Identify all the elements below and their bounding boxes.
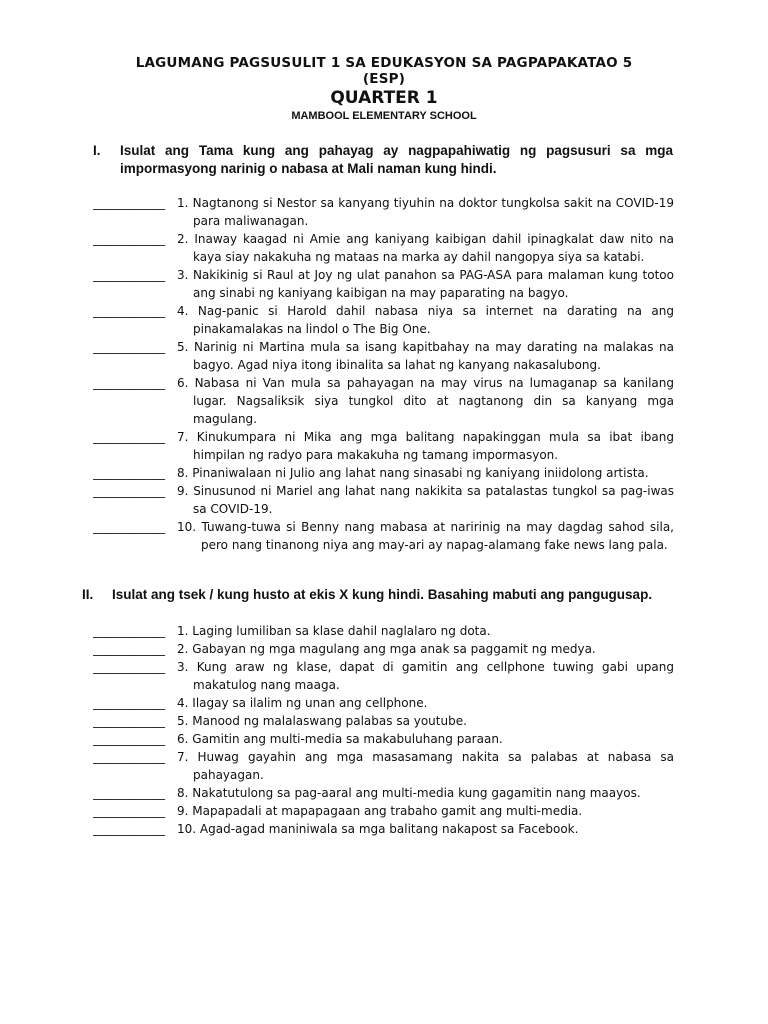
question-statement: Agad-agad maniniwala sa mga balitang nakapost sa Facebook. bbox=[199, 822, 579, 836]
section-1-heading bbox=[93, 142, 673, 178]
question-item bbox=[93, 428, 674, 464]
question-statement: Nakatutulong sa pag-aaral ang multi-media kung gagamitin nang maayos. bbox=[192, 786, 641, 800]
question-number: 4. bbox=[177, 696, 189, 710]
question-item bbox=[93, 658, 674, 694]
question-item bbox=[93, 730, 674, 748]
question-number: 2. bbox=[177, 232, 189, 246]
question-statement: Kinukumpara ni Mika ang mga balitang napakinggan mula sa ibat ibang himpilan ng radyo para makakuha ng tamang impormasyon. bbox=[193, 430, 674, 462]
question-number: 5. bbox=[177, 714, 189, 728]
section-1-items bbox=[93, 194, 674, 554]
question-number: 6. bbox=[177, 376, 189, 390]
section-2-instruction: Isulat ang tsek / kung husto at ekis X kung hindi. Basahing mabuti ang pangugusap. bbox=[112, 587, 653, 602]
question-statement: Narinig ni Martina mula sa isang kapitbahay na may darating na malakas na bagyo. Agad niya itong ibinalita sa lahat ng kanyang nakasalubong. bbox=[193, 340, 674, 372]
question-item bbox=[93, 464, 674, 482]
quarter-heading: QUARTER 1 bbox=[330, 88, 438, 108]
page-title bbox=[60, 55, 708, 87]
question-text bbox=[177, 482, 674, 518]
answer-blank[interactable]: ____________ bbox=[93, 696, 165, 710]
question-statement: Gabayan ng mga magulang ang mga anak sa paggamit ng medya. bbox=[192, 642, 596, 656]
question-statement: Sinusunod ni Mariel ang lahat nang nakikita sa patalastas tungkol sa pag-iwas sa COVID-19. bbox=[193, 484, 674, 516]
question-item bbox=[93, 694, 674, 712]
question-item bbox=[93, 802, 674, 820]
section-1-numeral: I. bbox=[93, 143, 101, 158]
question-text bbox=[177, 784, 674, 802]
answer-blank[interactable]: ____________ bbox=[93, 642, 165, 656]
question-statement: Pinaniwalaan ni Julio ang lahat nang sinasabi ng kaniyang iniidolong artista. bbox=[192, 466, 649, 480]
question-text bbox=[177, 712, 674, 730]
question-statement: Nag-panic si Harold dahil nabasa niya sa internet na darating na ang pinakamalakas na lindol o The Big One. bbox=[193, 304, 674, 336]
question-text bbox=[177, 802, 674, 820]
question-text bbox=[177, 194, 674, 230]
question-statement: Nagtanong si Nestor sa kanyang tiyuhin na doktor tungkolsa sakit na COVID-19 para maliwanagan. bbox=[192, 196, 674, 228]
question-text bbox=[177, 338, 674, 374]
question-number: 10. bbox=[177, 520, 197, 534]
question-text bbox=[177, 266, 674, 302]
question-text bbox=[177, 428, 674, 464]
answer-blank[interactable]: ____________ bbox=[93, 660, 165, 674]
question-statement: Nabasa ni Van mula sa pahayagan na may virus na lumaganap sa kanilang lugar. Nagsaliksik siya tungkol dito at nagtanong din sa kanyang mga magulang. bbox=[193, 376, 674, 426]
question-number: 10. bbox=[177, 822, 197, 836]
question-item bbox=[93, 482, 674, 518]
section-2-items bbox=[93, 622, 674, 838]
answer-blank[interactable]: ____________ bbox=[93, 376, 165, 390]
answer-blank[interactable]: ____________ bbox=[93, 714, 165, 728]
question-text bbox=[177, 820, 674, 838]
question-statement: Manood ng malalaswang palabas sa youtube. bbox=[192, 714, 467, 728]
answer-blank[interactable]: ____________ bbox=[93, 304, 165, 318]
question-number: 1. bbox=[177, 624, 189, 638]
question-text bbox=[177, 748, 674, 784]
question-item bbox=[93, 302, 674, 338]
question-text bbox=[177, 464, 674, 482]
question-text bbox=[177, 622, 674, 640]
question-number: 9. bbox=[177, 484, 189, 498]
question-number: 3. bbox=[177, 268, 189, 282]
school-name: MAMBOOL ELEMENTARY SCHOOL bbox=[291, 110, 477, 122]
question-statement: Ilagay sa ilalim ng unan ang cellphone. bbox=[192, 696, 428, 710]
question-statement: Nakikinig si Raul at Joy ng ulat panahon sa PAG-ASA para malaman kung totoo ang sinabi ng kaniyang kaibigan na may paparating na bagyo. bbox=[192, 268, 674, 300]
answer-blank[interactable]: ____________ bbox=[93, 750, 165, 764]
question-item bbox=[93, 820, 674, 838]
question-statement: Mapapadali at mapapagaan ang trabaho gamit ang multi-media. bbox=[192, 804, 583, 818]
question-number: 7. bbox=[177, 430, 189, 444]
question-item bbox=[93, 640, 674, 658]
question-item bbox=[93, 374, 674, 428]
question-item bbox=[93, 784, 674, 802]
question-item bbox=[93, 266, 674, 302]
question-statement: Inaway kaagad ni Amie ang kaniyang kaibigan dahil ipinagkalat daw nito na kaya siay nakakuha ng mataas na marka ay dahil nangopya siya sa katabi. bbox=[193, 232, 674, 264]
question-number: 7. bbox=[177, 750, 189, 764]
question-text bbox=[177, 518, 674, 554]
question-number: 9. bbox=[177, 804, 189, 818]
question-statement: Gamitin ang multi-media sa makabuluhang paraan. bbox=[192, 732, 503, 746]
question-item bbox=[93, 518, 674, 554]
question-item bbox=[93, 748, 674, 784]
answer-blank[interactable]: ____________ bbox=[93, 732, 165, 746]
question-statement: Laging lumiliban sa klase dahil naglalaro ng dota. bbox=[192, 624, 491, 638]
answer-blank[interactable]: ____________ bbox=[93, 624, 165, 638]
question-item bbox=[93, 622, 674, 640]
answer-blank[interactable]: ____________ bbox=[93, 232, 165, 246]
question-statement: Tuwang-tuwa si Benny nang mabasa at naririnig na may dagdag sahod sila, pero nang tinanong niya ang may-ari ay napag-alamang fake news lang pala. bbox=[201, 520, 674, 552]
answer-blank[interactable]: ____________ bbox=[93, 804, 165, 818]
question-text bbox=[177, 230, 674, 266]
question-text bbox=[177, 302, 674, 338]
answer-blank[interactable]: ____________ bbox=[93, 520, 165, 534]
question-text bbox=[177, 640, 674, 658]
question-text bbox=[177, 374, 674, 428]
question-statement: Kung araw ng klase, dapat di gamitin ang cellphone tuwing gabi upang makatulog nang maaga. bbox=[193, 660, 674, 692]
question-text bbox=[177, 658, 674, 694]
question-number: 5. bbox=[177, 340, 189, 354]
question-number: 2. bbox=[177, 642, 189, 656]
answer-blank[interactable]: ____________ bbox=[93, 466, 165, 480]
question-item bbox=[93, 230, 674, 266]
question-number: 8. bbox=[177, 466, 189, 480]
title-subline: (ESP) bbox=[362, 71, 406, 87]
section-2-numeral: II. bbox=[82, 587, 94, 602]
question-number: 8. bbox=[177, 786, 189, 800]
answer-blank[interactable]: ____________ bbox=[93, 430, 165, 444]
question-item bbox=[93, 712, 674, 730]
question-item bbox=[93, 194, 674, 230]
question-text bbox=[177, 730, 674, 748]
question-text bbox=[177, 694, 674, 712]
section-1-instruction: Isulat ang Tama kung ang pahayag ay nagpapahiwatig ng pagsusuri sa mga impormasyong narinig o nabasa at Mali naman kung hindi. bbox=[120, 143, 673, 176]
question-number: 1. bbox=[177, 196, 189, 210]
answer-blank[interactable]: ____________ bbox=[93, 484, 165, 498]
answer-blank[interactable]: ____________ bbox=[93, 340, 165, 354]
question-number: 6. bbox=[177, 732, 189, 746]
question-number: 3. bbox=[177, 660, 189, 674]
answer-blank[interactable]: ____________ bbox=[93, 196, 165, 210]
title-line: LAGUMANG PAGSUSULIT 1 SA EDUKASYON SA PAGPAPAKATAO 5 bbox=[135, 55, 633, 71]
answer-blank[interactable]: ____________ bbox=[93, 786, 165, 800]
section-2-heading bbox=[82, 586, 682, 604]
question-number: 4. bbox=[177, 304, 189, 318]
answer-blank[interactable]: ____________ bbox=[93, 268, 165, 282]
question-item bbox=[93, 338, 674, 374]
question-statement: Huwag gayahin ang mga masasamang nakita sa palabas at nabasa sa pahayagan. bbox=[193, 750, 674, 782]
answer-blank[interactable]: ____________ bbox=[93, 822, 165, 836]
